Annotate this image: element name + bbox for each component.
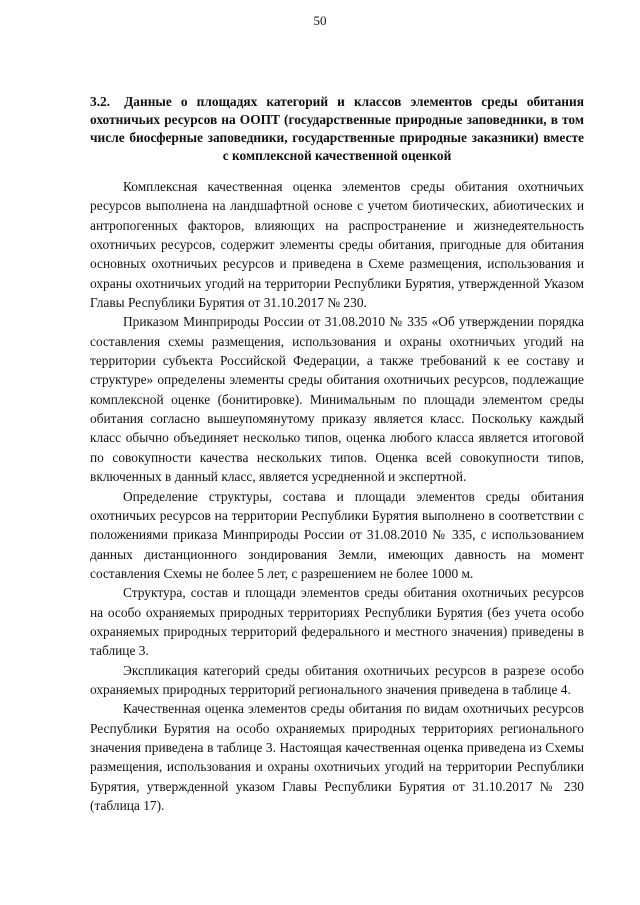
section-title: Данные о площадях категорий и классов элементов среды обитания охотничьих ресурсов на ООПТ (государственные природные заповедники, в том числе биосферные заповедники, государственные природные заказники) вместе с комплексной качественной оценкой	[90, 94, 584, 163]
page-number: 50	[313, 13, 327, 28]
paragraph-5: Экспликация категорий среды обитания охотничьих ресурсов в разрезе особо охраняемых природных территорий регионального значения приведена в таблице 4.	[90, 662, 584, 697]
section-heading	[90, 93, 584, 165]
paragraph-4: Структура, состав и площади элементов среды обитания охотничьих ресурсов на особо охраняемых природных территориях Республики Бурятия (без учета особо охраняемых природных территорий федерального и местного значения) приведены в таблице 3.	[90, 585, 584, 659]
paragraph-1: Комплексная качественная оценка элементов среды обитания охотничьих ресурсов выполнена на ландшафтной основе с учетом биотических, абиотических и антропогенных факторов, влияющих на распространение и жизнедеятельность охотничьих ресурсов, содержит элементы среды обитания, пригодные для обитания основных охотничьих ресурсов и приведена в Схеме размещения, использования и охраны охотничьих угодий на территории Республики Бурятия, утвержденной Указом Главы Республики Бурятия от 31.10.2017 № 230.	[90, 179, 584, 311]
section-number: 3.2.	[90, 94, 111, 109]
paragraph-6: Качественная оценка элементов среды обитания по видам охотничьих ресурсов Республики Бурятия на особо охраняемых природных территориях регионального значения приведена в таблице 3. Настоящая качественная оценка приведена из Схемы размещения, использования и охраны охотничьих угодий на территории Республики Бурятия, утвержденной указом Главы Республики Бурятия от 31.10.2017 № 230 (таблица 17).	[90, 701, 584, 813]
body-text	[90, 177, 584, 815]
paragraph-3: Определение структуры, состава и площади элементов среды обитания охотничьих ресурсов на территории Республики Бурятия выполнено в соответствии с положениями приказа Минприроды России от 31.08.2010 № 335, с использованием данных дистанционного зондирования Земли, имеющих давность на момент составления Схемы не более 5 лет, с разрешением не более 1000 м.	[90, 488, 584, 581]
paragraph-2: Приказом Минприроды России от 31.08.2010 № 335 «Об утверждении порядка составления схемы размещения, использования и охраны охотничьих угодий на территории субъекта Российской Федерации, а также требований к ее составу и структуре» определены элементы среды обитания охотничьих ресурсов, подлежащие комплексной оценке (бонитировке). Минимальным по площади элементом среды обитания согласно вышеупомянутому приказу является класс. Поскольку каждый класс обычно объединяет несколько типов, оценка любого класса является итоговой по совокупности качества нескольких типов. Оценка всей совокупности типов, включенных в данный класс, является усредненной и экспертной.	[90, 314, 584, 485]
